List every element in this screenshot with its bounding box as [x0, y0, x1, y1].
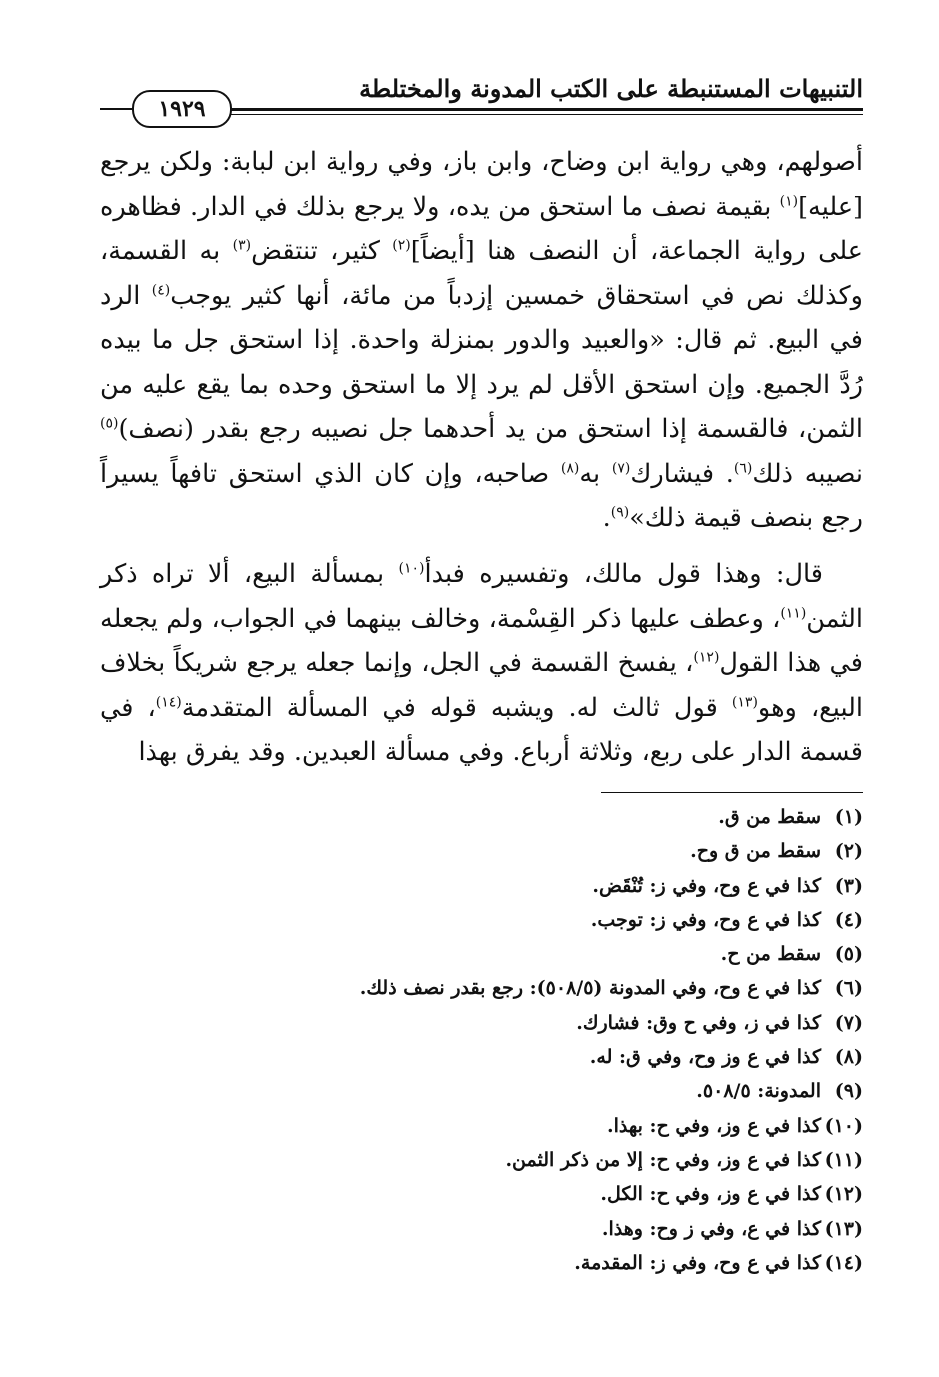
body-text-run: صاحبه، وإن كان الذي استحق تافهاً يسيراً رجع بنصف قيمة ذلك»: [100, 458, 863, 533]
footnote-text: كذا في ع وح، وفي ز: توجب.: [590, 908, 821, 931]
footnote-item: [100, 1177, 863, 1211]
footnote-ref-12[interactable]: (١٢): [693, 649, 720, 666]
page-number-ornament: [100, 108, 134, 110]
body-text-run: ، في قسمة الدار على ربع، وثلاثة أرباع. وفي مسألة العبدين. وقد يفرق بهذا: [100, 692, 863, 767]
footnote-text: المدونة: ٥٠٨/٥.: [696, 1080, 821, 1103]
footnote-ref-13[interactable]: (١٣): [731, 694, 758, 710]
footnote-ref-3[interactable]: (٣): [232, 237, 252, 254]
footnote-text: كذا في ع وز، وفي ح: إلا من ذكر الثمن.: [505, 1148, 821, 1171]
footnote-item: [100, 1212, 863, 1246]
footnote-ref-6[interactable]: (٦): [733, 460, 753, 476]
body-text-run: بقيمة نصف ما استحق من يده، ولا يرجع بذلك في الدار. فظاهره على رواية الجماعة، أن النصف هنا [أيضاً]: [100, 191, 863, 266]
body-paragraph-2: [100, 552, 863, 775]
body-text-run: الرد في البيع. ثم قال: «والعبيد والدور بمنزلة واحدة. إذا استحق جل ما بيده رُدَّ الجميع. وإن استحق الأقل لم يرد إلا ما استحق وحده بما يقع عليه من الثمن، فالقسمة إذا استحق من يد أحدهما جل نصيبه رجع بقدر (نصف): [100, 280, 863, 444]
body-text-run: كثير، تنتقض: [251, 236, 393, 266]
footnote-number: (١): [834, 806, 863, 828]
footnote-item: [100, 1040, 863, 1074]
footnote-ref-2[interactable]: (٢): [392, 237, 411, 254]
footnote-item: [100, 971, 863, 1005]
footnote-text: سقط من ق.: [718, 806, 821, 828]
footnote-number: (١٢): [824, 1183, 863, 1206]
footnote-number: (٣): [834, 874, 863, 897]
footnote-text: سقط من ح.: [720, 943, 821, 966]
body-text-run: ، وعطف عليها ذكر القِسْمة، وخالف بينهما في الجواب، ولم يجعله في هذا القول: [100, 603, 863, 678]
footnote-item: [100, 834, 863, 868]
footnote-number: (٤): [834, 908, 863, 931]
body-paragraph-1: [100, 140, 863, 541]
running-header: [100, 70, 863, 126]
footnote-item: [100, 937, 863, 971]
footnote-number: (٥): [834, 943, 863, 966]
footnote-ref-10[interactable]: (١٠): [398, 560, 425, 577]
footnote-item: [100, 869, 863, 903]
footnote-number: (١١): [824, 1148, 863, 1171]
footnote-ref-14[interactable]: (١٤): [155, 694, 182, 710]
footnote-ref-5[interactable]: (٥): [100, 415, 119, 432]
footnote-item: [100, 903, 863, 937]
footnote-ref-11[interactable]: (١١): [780, 605, 807, 621]
body-text-run: . فيشارك: [630, 458, 734, 489]
footnote-item: [100, 1006, 863, 1040]
footnote-text: سقط من ق وح.: [690, 840, 821, 863]
footnote-number: (٢): [834, 840, 863, 863]
footnote-text: كذا في ع وز، وفي ح: بهذا.: [606, 1114, 821, 1137]
footnote-ref-8[interactable]: (٨): [560, 460, 580, 476]
footnote-number: (٧): [834, 1011, 863, 1034]
header-title: التنبيهات المستنبطة على الكتب المدونة والمختلطة: [359, 74, 863, 103]
footnote-ref-1[interactable]: (١): [779, 193, 799, 209]
body-text-run: به القسمة، وكذلك نص في استحقاق خمسين إزدباً من مائة، أنها كثير يوجب: [100, 236, 863, 311]
footnote-text: كذا في ع، وفي ز وح: وهذا.: [601, 1217, 821, 1240]
footnote-text: كذا في ع وح، وفي ز: المقدمة.: [574, 1251, 821, 1274]
body-text-run: به: [579, 458, 612, 489]
footnote-number: (٩): [834, 1080, 863, 1103]
footnote-item: [100, 1109, 863, 1143]
footnote-number: (١٤): [824, 1251, 863, 1274]
footnote-ref-9[interactable]: (٩): [610, 504, 630, 521]
body-text-run: قول ثالث له. ويشبه قوله في المسألة المتقدمة: [181, 692, 732, 723]
footnote-item: [100, 1074, 863, 1108]
footnote-item: [100, 1143, 863, 1177]
footnotes-list: [100, 800, 863, 1280]
footnote-text: كذا في ع وح، وفي المدونة (٥٠٨/٥): رجع بقدر نصف ذلك.: [359, 977, 821, 1000]
footnote-number: (١٠): [824, 1114, 863, 1137]
body-text-run: قال: وهذا قول مالك، وتفسيره فبدأ: [424, 559, 823, 589]
body-text-run: .: [602, 503, 611, 533]
footnote-text: كذا في ع وز، وفي ح: الكل.: [600, 1183, 821, 1206]
body-text-run: نصيبه ذلك: [752, 458, 863, 489]
footnote-separator: [601, 792, 863, 793]
footnote-item: [100, 800, 863, 834]
footnote-text: كذا في ز، وفي ح وق: فشارك.: [576, 1011, 821, 1034]
footnote-ref-4[interactable]: (٤): [151, 282, 171, 298]
header-rule-thin: [230, 114, 863, 115]
body-text-run: ، يفسخ القسمة في الجل، وإنما جعله يرجع شريكاً بخلاف البيع، وهو: [100, 648, 863, 723]
footnote-ref-7[interactable]: (٧): [611, 460, 631, 476]
footnote-item: [100, 1246, 863, 1280]
footnote-text: كذا في ع وز وح، وفي ق: له.: [589, 1046, 821, 1069]
footnote-number: (١٣): [824, 1217, 863, 1240]
footnote-number: (٦): [834, 977, 863, 1000]
footnote-text: كذا في ع وح، وفي ز: تُنْقَض.: [592, 874, 821, 897]
body-text-run: بمسألة البيع، ألا تراه ذكر الثمن: [100, 559, 863, 634]
body-text-run: أصولهم، وهي رواية ابن وضاح، وابن باز، وفي رواية ابن لبابة: ولكن يرجع [عليه]: [100, 147, 863, 222]
page-number: ١٩٢٩: [132, 90, 232, 128]
header-rule: [230, 108, 863, 111]
footnote-number: (٨): [834, 1046, 863, 1069]
